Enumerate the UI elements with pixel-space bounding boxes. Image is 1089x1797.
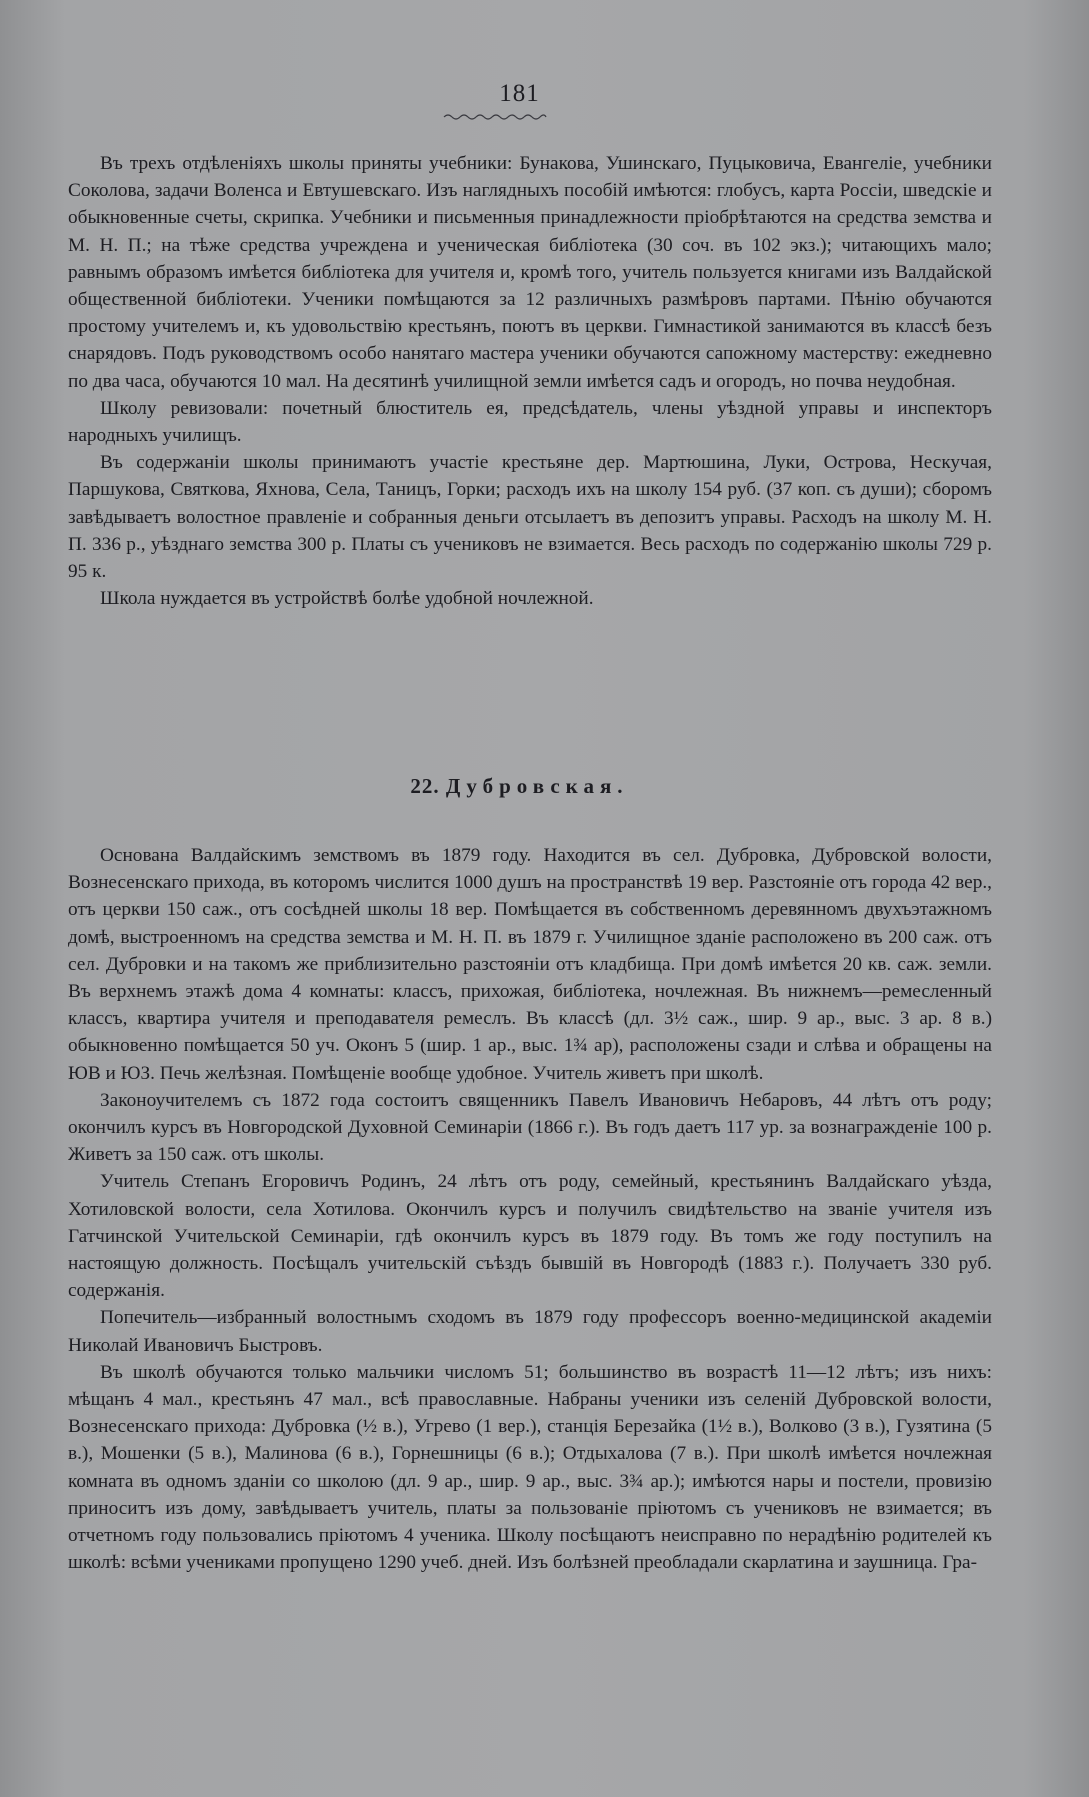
paragraph: Попечитель—избранный волостнымъ сходомъ въ 1879 году профессоръ военно-медицинской академіи Николай Ивановичъ Быстровъ. <box>68 1307 992 1356</box>
paragraph: Школу ревизовали: почетный блюститель ея, предсѣдатель, члены уѣздной управы и инспекторъ народныхъ училищъ. <box>68 397 992 447</box>
paragraph: Школа нуждается въ устройствѣ болѣе удобной ночлежной. <box>100 588 594 610</box>
paragraph: Въ содержаніи школы принимаютъ участіе крестьяне дер. Мартюшина, Луки, Острова, Нескучая, Паршукова, Святкова, Яхнова, Села, Таницъ, Горки; расходъ ихъ на школу 154 руб. (37 коп. съ души); сборомъ завѣдываетъ волостное правленіе и собранныя деньги отсылаетъ въ депозитъ управы. Расходъ на школу М. Н. П. 336 р., уѣзднаго земства 300 р. Платы съ учениковъ не взимается. Весь расходъ по содержанію школы 729 р. 95 к. <box>68 452 992 583</box>
paragraph: Въ школѣ обучаются только мальчики числомъ 51; большинство въ возрастѣ 11—12 лѣтъ; изъ нихъ: мѣщанъ 4 мал., крестьянъ 47 мал., всѣ православные. Набраны ученики изъ селеній Дубровской волости, Вознесенскаго прихода: Дубровка (½ в.), Угрево (1 вер.), станція Березайка (1½ в.), Волково (3 в.), Гузятина (5 в.), Мошенки (5 в.), Малинова (6 в.), Горнешницы (6 в.); Отдыхалова (7 в.). При школѣ имѣется ночлежная комната въ одномъ зданіи со школою (дл. 9 ар., шир. 9 ар., выс. 3¾ ар.); имѣются нары и постели, провизію приноситъ изъ дому, завѣдываетъ учитель, платы за пользованіе пріютомъ съ учениковъ не взимается; въ отчетномъ году пользовались пріютомъ 4 ученика. Школу посѣщаютъ неисправно по нерадѣнію родителей къ школѣ: всѣми учениками пропущено 1290 учеб. дней. Изъ болѣзней преобладали скарлатина и заушница. Гра- <box>68 1361 992 1574</box>
paragraph: Учитель Степанъ Егоровичъ Родинъ, 24 лѣтъ отъ роду, семейный, крестьянинъ Валдайскаго уѣзда, Хотиловской волости, села Хотилова. Окончилъ курсъ и получилъ свидѣтельство на званіе учителя изъ Гатчинской Учительской Семинаріи, гдѣ окончилъ курсъ въ 1879 году. Въ томъ же году поступилъ на настоящую должность. Посѣщалъ учительскій съѣздъ бывшій въ Новгородѣ (1883 г.). Получаетъ 330 руб. содержанія. <box>68 1171 992 1302</box>
section-number: 22. <box>410 774 440 798</box>
paragraph: Основана Валдайскимъ земствомъ въ 1879 году. Находится въ сел. Дубровка, Дубровской волости, Вознесенскаго прихода, въ которомъ числится 1000 душъ на пространствѣ 19 вер. Разстояніе отъ города 42 вер., отъ церкви 150 саж., отъ сосѣдней школы 18 вер. Помѣщается въ собственномъ деревянномъ двухъэтажномъ домѣ, выстроенномъ на средства земства и М. Н. П. въ 1879 г. Училищное зданіе расположено въ 200 саж. отъ сел. Дубровки и на такомъ же приблизительно разстояніи отъ кладбища. При домѣ имѣется 20 кв. саж. земли. Въ верхнемъ этажѣ дома 4 комнаты: классъ, прихожая, библіотека, ночлежная. Въ нижнемъ—ремесленный классъ, квартира учителя и преподавателя ремеслъ. Въ классѣ (дл. 3½ саж., шир. 9 ар., выс. 3 ар. 8 в.) обыкновенно помѣщается 50 уч. Оконъ 5 (шир. 1 ар., выс. 1¾ ар), расположены сзади и слѣва и обращены на ЮВ и ЮЗ. Печь желѣзная. Помѣщеніе вообще удобное. Учитель живетъ при школѣ. <box>68 845 992 1084</box>
text-block-section <box>68 842 992 1576</box>
paragraph: Въ трехъ отдѣленіяхъ школы приняты учебники: Бунакова, Ушинскаго, Пуцыковича, Евангеліе, учебники Соколова, задачи Воленса и Евтушевскаго. Изъ наглядныхъ пособій имѣются: глобусъ, карта Россіи, шведскіе и обыкновенные счеты, скрипка. Учебники и письменныя принадлежности пріобрѣтаются на средства земства и М. Н. П.; на тѣже средства учреждена и ученическая библіотека (30 соч. въ 102 экз.); читающихъ мало; равнымъ образомъ имѣется библіотека для учителя и, кромѣ того, учитель пользуется книгами изъ Валдайской общественной библіотеки. Ученики помѣщаются за 12 различныхъ размѣровъ партами. Пѣнію обучаются простому учителемъ и, къ удовольствію крестьянъ, поютъ въ церкви. Гимнастикой занимаются въ классѣ безъ снарядовъ. Подъ руководствомъ особо нанятаго мастера ученики обучаются сапожному мастерству: ежедневно по два часа, обучаются 10 мал. На десятинѣ училищной земли имѣется садъ и огородъ, но почва неудобная. <box>68 153 992 392</box>
section-heading <box>0 774 1039 799</box>
paragraph: Законоучителемъ съ 1872 года состоитъ священникъ Павелъ Ивановичъ Небаровъ, 44 лѣтъ отъ роду; окончилъ курсъ въ Новгородской Духовной Семинаріи (1866 г.). Въ годъ даетъ 117 ур. за вознагражденіе 100 р. Живетъ за 150 саж. отъ школы. <box>68 1089 992 1166</box>
decorative-rule <box>442 112 548 122</box>
section-title: Дубровская. <box>445 774 629 798</box>
text-block-top <box>68 150 992 612</box>
page-number: 181 <box>499 80 540 107</box>
